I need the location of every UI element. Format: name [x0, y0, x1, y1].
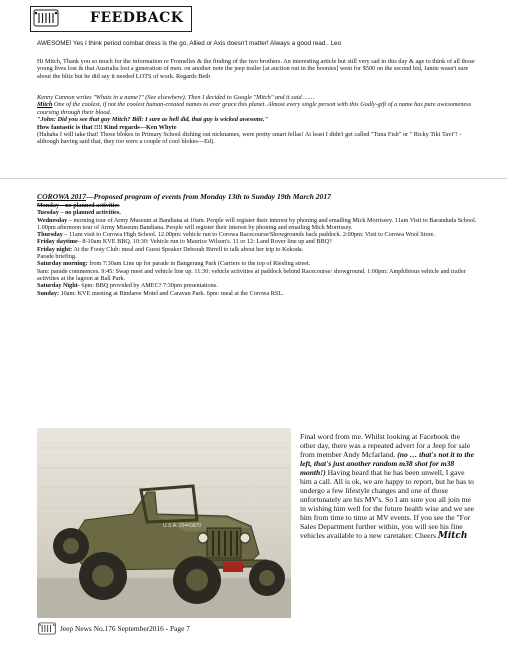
- saturday-night-item: 6pm: BBQ provided by AMEC? 7:30pm presentations.: [79, 282, 218, 290]
- parade-briefing: Parade briefing.: [37, 253, 77, 261]
- feedback-ken: [37, 94, 477, 146]
- page-title: FEEDBACK: [90, 10, 184, 26]
- mitch-quote: "John: Did you see that guy Mitch? Bill: I sure as hell did, that guy is wicked awesome.": [37, 116, 269, 124]
- ken-intro: Kenny Cannon writes "Whats in a name?" (See elsewhere). Then I decided to Google "Mitch" and it said ……: [37, 94, 315, 101]
- mitch-definition: One of the coolest, if not the coolest human-created names to ever grace this planet. Almost every single person with this Godly-gift of a name has pure awesomeness coursing through their blood.: [37, 101, 472, 116]
- friday-item: – 8-10am KVE BBQ. 10:30: Vehicle run to Maurice Wilson's. 11 or 12: Land Rover line up and BBQ?: [77, 238, 332, 246]
- feedback-header: [30, 6, 190, 30]
- wednesday-item: – morning tour of Army Museum at Bandiana at 10am. People will register their interest by phoning and emailing Mick Morrissey. 11am Visit to Baranduda School. 1.00pm afternoon tour of Army Museum Bandiana. People will register their interest by phoning and emailing Mick Morrissey.: [37, 216, 477, 231]
- feedback-beth: Hi Mitch, Thank you so much for the information re Fromelles & the finding of the two brothers. An interesting article but still very sad in this day & age to think of all those young lives lost & that Australia lost a generation of men. on another note the jeep trailer [at auction out in the boonies] went for $500 on the second bid, Jamie wasn't sure about the blitz but he did say it needed LOTS of work. Regards Beth: [37, 58, 475, 80]
- saturday-night-day: Saturday Night-: [37, 282, 80, 290]
- friday-day: Friday daytime: [37, 238, 78, 246]
- corowa-place: COROWA 2017: [37, 192, 87, 201]
- jeep-illustration: [37, 428, 291, 618]
- hood-serial: U.S.A. 20443870: [163, 523, 202, 529]
- jeep-grille-icon: [38, 622, 56, 635]
- corowa-heading-text: —Proposed program of events from Monday 13th to Sunday 19th March 2017: [86, 192, 331, 201]
- thursday-day: Thursday: [37, 231, 63, 239]
- final-word: [300, 432, 475, 541]
- signature: Mitch: [437, 531, 468, 541]
- saturday-morning-item: from 7:30am Line up for parade in Bangerang Park (Carriers to the top of Riesling street.: [87, 260, 311, 268]
- final-word-text-1: Final word from me. Whilst looking at Facebook the other day, there was a repeated advert for a Jeep for sale from member Andy Mcfarland.: [300, 432, 471, 459]
- tuesday-item: Tuesday – no planned activities.: [37, 209, 121, 217]
- saturday-9am-item: 9am: parade commences. 9:45: Swap meet and vehicle line up. 11:30: vehicle activities at paddock behind Racecourse/ showground. 1:00pm: Amphibious vehicle and trailer activities at the lagoon at Ball Park.: [37, 267, 466, 282]
- jeep-photo: [37, 428, 291, 618]
- saturday-morning-day: Saturday morning:: [37, 260, 88, 268]
- final-word-text-2: Having heard that he has been unwell, I gave him a call. All is ok, we are happy to report, but he has to undergo a few lifestyle changes and one of those unfortunately are his MV's. So I am sure you all join me in wishing him well for the future health wise and we see him from time to time at MV events. If you see the "For Sales Department further within, you will see his fine vehicles available to a new caretaker. Cheers: [300, 468, 474, 540]
- thursday-item: – 11am visit to Corowa High School. 12.00pm: vehicle run to Corowa Racecourse/Showgrounds back paddock. 2:00pm: Visit to Corowa Wool Store.: [62, 231, 435, 239]
- jeep-grille-icon: [33, 9, 59, 27]
- corowa-heading: [37, 192, 477, 201]
- editor-reply: (Hahaha I will take that! Those blokes in Primary School dishing out nicknames, were pretty smart fellas! At least I didn't get called "Tuna Fish" or " Ricky Tiki Tavi"! - although having said that, they too were a couple of cool blokes—Ed).: [37, 131, 462, 146]
- page-footer: [38, 620, 298, 640]
- sunday-item: 10am: KVE meeting at Bindaree Motel and Caravan Park. 6pm: meal at the Corowa RSL.: [59, 289, 284, 297]
- footer-text: Jeep News No.176 September2016 - Page 7: [60, 624, 190, 633]
- ken-signoff: How fantastic is that !!!! Kind regards—Ken Whyte: [37, 123, 177, 131]
- monday-item: Monday – no planned activities: [37, 202, 120, 209]
- friday-night-item: At the Footy Club: meal and Guest Speaker Deborah Birrell to talk about her trip to Kokoda.: [72, 245, 304, 253]
- friday-night-day: Friday night:: [37, 245, 73, 253]
- mitch-name: Mitch: [37, 101, 53, 109]
- final-word-italic: (no … that's not it to the left, that's just another random m38 shot for m38 month!): [300, 450, 475, 477]
- corowa-program: [37, 202, 477, 297]
- section-divider: [0, 178, 507, 179]
- sunday-day: Sunday:: [37, 289, 60, 297]
- wednesday-day: Wednesday: [37, 216, 68, 224]
- feedback-leo: AWESOME! Yes I think period combat dress is the go, Allied or Axis doesn't matter! Always a good read.. Leo: [37, 40, 342, 47]
